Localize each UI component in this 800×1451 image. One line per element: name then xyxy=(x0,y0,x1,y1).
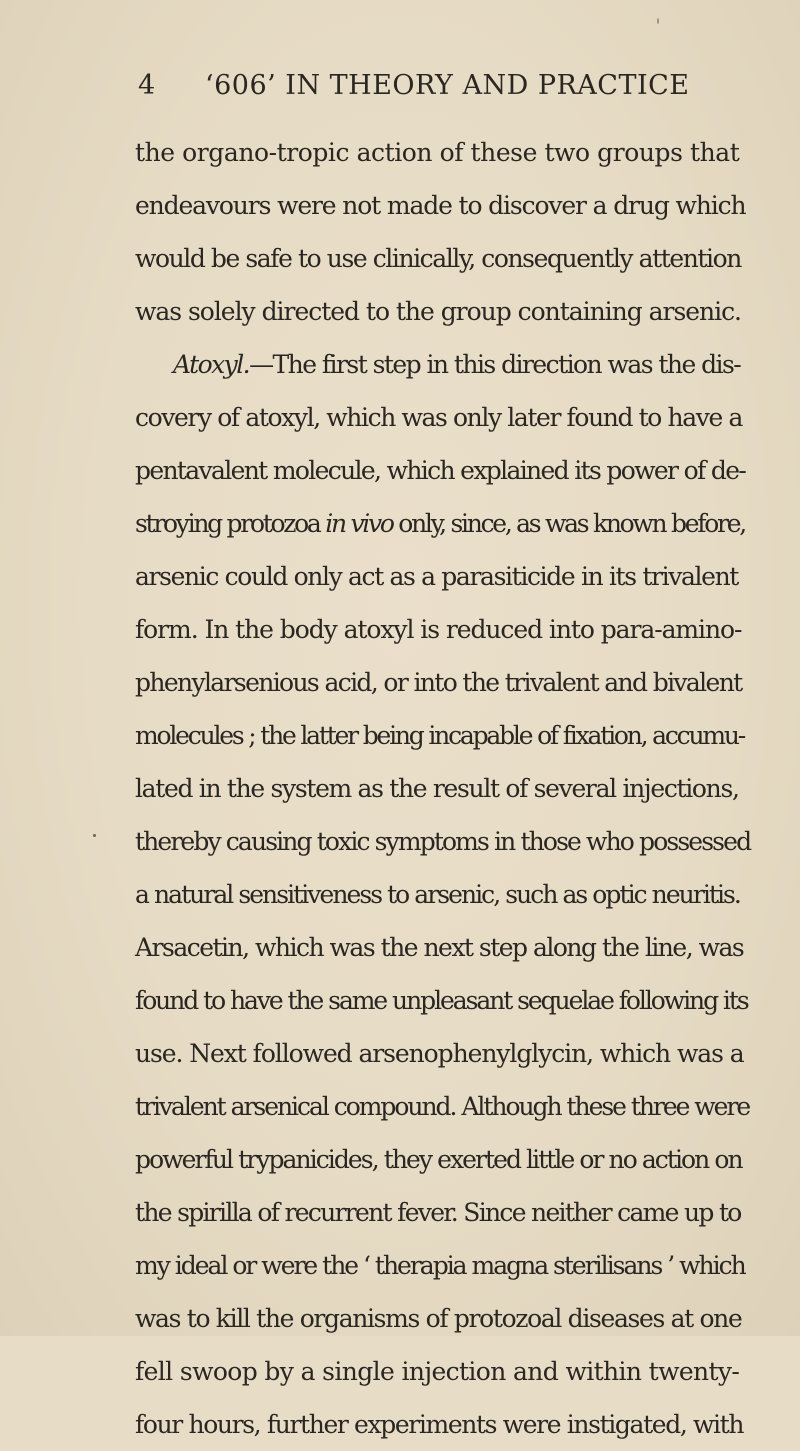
text-line: found to have the same unpleasant sequelae following its xyxy=(135,986,748,1015)
text-line: endeavours were not made to discover a drug which xyxy=(135,191,746,220)
text-line: was to kill the organisms of protozoal diseases at one xyxy=(135,1304,742,1333)
text-line: Arsacetin, which was the next step along the line, was xyxy=(135,933,744,962)
text-line: arsenic could only act as a parasiticide in its trivalent xyxy=(135,562,738,591)
text-line: covery of atoxyl, which was only later found to have a xyxy=(135,403,742,432)
page-number: 4 xyxy=(138,70,156,101)
text-segment: stroying protozoa xyxy=(135,509,326,538)
text-line: phenylarsenious acid, or into the trivalent and bivalent xyxy=(135,668,742,697)
body-text xyxy=(135,126,751,1451)
text-line: the spirilla of recurrent fever. Since neither came up to xyxy=(135,1198,741,1227)
running-head: ‘606’ IN THEORY AND PRACTICE xyxy=(205,70,690,101)
text-line: powerful trypanicides, they exerted little or no action on xyxy=(135,1145,742,1174)
text-line: form. In the body atoxyl is reduced into para-amino- xyxy=(135,615,742,644)
text-line: thereby causing toxic symptoms in those who possessed xyxy=(135,827,751,856)
text-line: trivalent arsenical compound. Although these three were xyxy=(135,1092,750,1121)
text-line: use. Next followed arsenophenylglycin, which was a xyxy=(135,1039,744,1068)
text-line: four hours, further experiments were instigated, with xyxy=(135,1410,744,1439)
text-line: a natural sensitiveness to arsenic, such as optic neuritis. xyxy=(135,880,740,909)
text-line: fell swoop by a single injection and within twenty- xyxy=(135,1357,740,1386)
text-line-atoxyl-heading xyxy=(135,338,741,391)
text-segment: —The first step in this direction was the dis- xyxy=(249,350,741,379)
page-header xyxy=(0,70,800,110)
text-line: molecules ; the latter being incapable of fixation, accumu- xyxy=(135,721,745,750)
atoxyl-run-in-heading: Atoxyl. xyxy=(173,350,250,379)
text-segment: only, since, as was known before, xyxy=(392,509,745,538)
text-line: pentavalent molecule, which explained its power of de- xyxy=(135,456,746,485)
text-line: my ideal or were the ‘ therapia magna sterilisans ’ which xyxy=(135,1251,745,1280)
text-line: lated in the system as the result of several injections, xyxy=(135,774,739,803)
text-line: the organo-tropic action of these two groups that xyxy=(135,138,740,167)
paper-speck xyxy=(657,18,659,24)
paper-speck xyxy=(93,834,96,837)
italic-phrase: in vivo xyxy=(325,509,393,538)
text-line-in-vivo xyxy=(135,497,745,550)
text-line: would be safe to use clinically, consequently attention xyxy=(135,244,741,273)
text-line: was solely directed to the group containing arsenic. xyxy=(135,297,741,326)
